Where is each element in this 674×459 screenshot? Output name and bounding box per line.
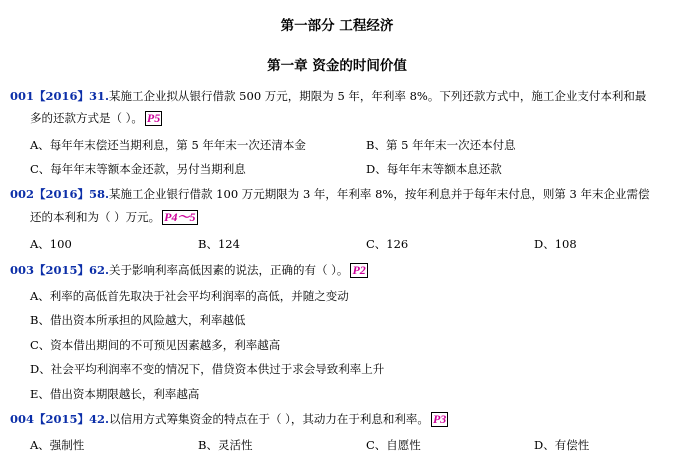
question-001-option-d: D、每年年末等额本息还款: [366, 162, 502, 176]
question-002-option-c: C、126: [366, 237, 409, 251]
question-004-option-d: D、有偿性: [534, 438, 590, 452]
question-003-head: 003【2015】62.: [10, 263, 110, 277]
question-003-line-1: [10, 262, 368, 278]
question-002-page-ref: P4～5: [164, 210, 196, 224]
question-003-option-a: A、利率的高低首先取决于社会平均利润率的高低，并随之变动: [30, 289, 349, 303]
part-title: 第一部分 工程经济: [280, 18, 394, 34]
question-001-page-ref: P5: [146, 111, 161, 125]
question-004-text-1: 以信用方式筹集资金的特点在于（ ），其动力在于利息和利率。: [109, 412, 429, 426]
question-002-line-2: [30, 209, 198, 225]
question-003-text-1: 关于影响利率高低因素的说法，正确的有（ ）。: [109, 263, 349, 277]
question-001-option-a: A、每年年末偿还当期利息，第 5 年年末一次还清本金: [30, 138, 306, 152]
question-003-option-b: B、借出资本所承担的风险越大，利率越低: [30, 313, 246, 327]
question-001-head: 001【2016】31.: [10, 89, 110, 103]
question-004-page-ref: P3: [432, 412, 447, 426]
question-004-option-a: A、强制性: [30, 438, 85, 452]
question-004-head: 004【2015】42.: [10, 412, 110, 426]
question-001-text-1: 某施工企业拟从银行借款 500 万元，期限为 5 年，年利率 8%。下列还款方式中，施工企业支付本利和最: [109, 89, 647, 103]
question-002-line-1: [10, 186, 649, 202]
question-004-option-b: B、灵活性: [198, 438, 253, 452]
question-001-line-2: [30, 110, 162, 126]
chapter-title: 第一章 资金的时间价值: [267, 58, 407, 74]
question-003-page-ref: P2: [352, 263, 366, 277]
question-001-option-c: C、每年年末等额本金还款，另付当期利息: [30, 162, 246, 176]
question-003-option-e: E、借出资本期限越长，利率越高: [30, 387, 200, 401]
question-001-line-1: [10, 88, 646, 104]
question-002-option-b: B、124: [198, 237, 240, 251]
question-002-option-a: A、100: [30, 237, 72, 251]
question-003-option-d: D、社会平均利润率不变的情况下，借贷资本供过于求会导致利率上升: [30, 362, 385, 376]
question-002-text-1: 某施工企业银行借款 100 万元期限为 3 年，年利率 8%，按年利息并于每年末付息，则第 3 年末企业需偿: [109, 187, 650, 201]
question-004-option-c: C、自愿性: [366, 438, 421, 452]
question-001-text-2: 多的还款方式是（ ）。: [30, 111, 143, 125]
question-003-option-c: C、资本借出期间的不可预见因素越多，利率越高: [30, 338, 281, 352]
question-002-head: 002【2016】58.: [10, 187, 110, 201]
question-002-option-d: D、108: [534, 237, 577, 251]
question-002-text-2: 还的本利和为（ ）万元。: [30, 210, 161, 224]
question-001-option-b: B、第 5 年年末一次还本付息: [366, 138, 516, 152]
question-004-line-1: [10, 411, 448, 427]
